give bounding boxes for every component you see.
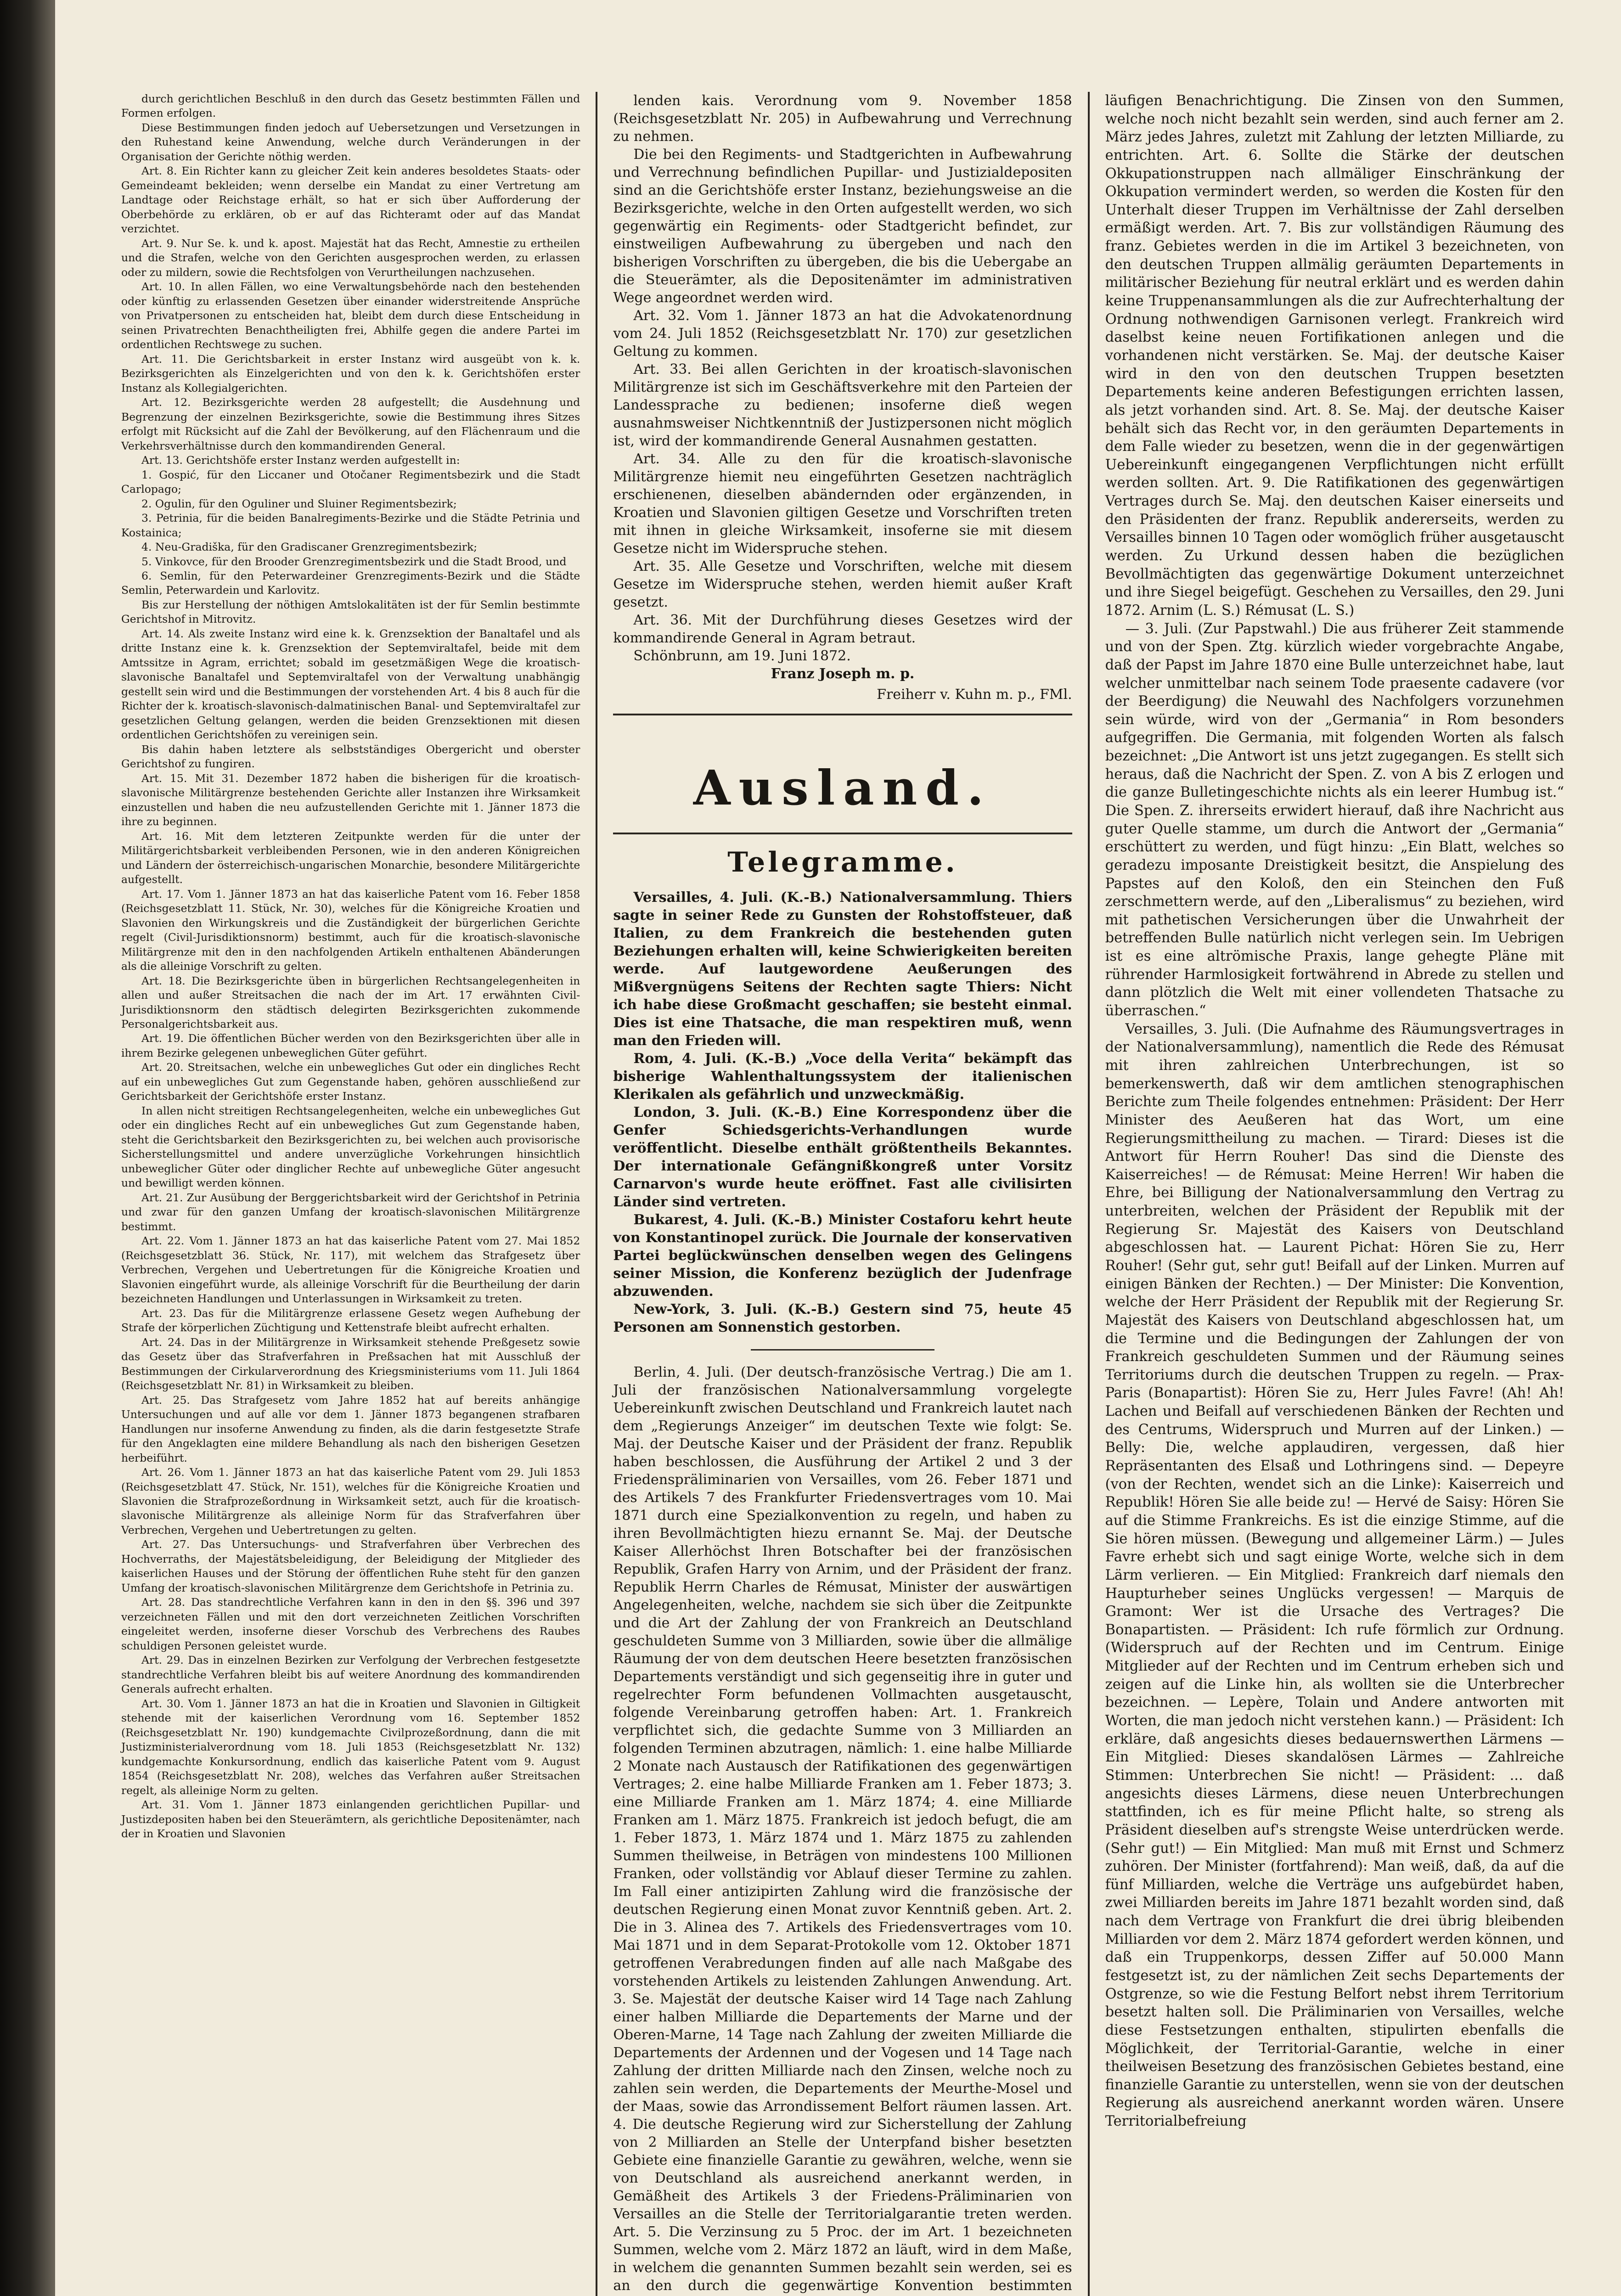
place-date: Schönbrunn, am 19. Juni 1872.	[633, 648, 851, 664]
paragraph: Die bei den Regiments- und Stadtgerichten in Aufbewahrung und Verrechnung befindlichen Pupillar- und Justizialdepositen sind an die Gerichtshöfe erster Instanz, beziehungsweise an die Bezirksgerichte, welche in den Orten aufgestellt werden, wo sich gegenwärtig ein Regiments- oder Stadtgericht befindet, zur einstweiligen Aufbewahrung zu übergeben und nach den bisherigen Vorschriften zu übergeben, die bis die Uebergabe an die Steuerämter, als die Depositenämter im administrativen Wege angeordnet werden wird.	[613, 146, 1072, 306]
paragraph: Bis zur Herstellung der nöthigen Amtslokalitäten ist der für Semlin bestimmte Gerichtshof in Mitrovitz.	[121, 598, 580, 626]
paragraph: Art. 29. Das in einzelnen Bezirken zur Verfolgung der Verbrechen festgesetzte standrechtliche Verfahren bleibt bis auf weitere Anordnung des kommandirenden Generals aufrecht erhalten.	[121, 1654, 580, 1696]
article-papal-election: — 3. Juli. (Zur Papstwahl.) Die aus früherer Zeit stammende und von der Spen. Ztg. kürzlich wieder vorgebrachte Angabe, daß der Papst im Jahre 1870 eine Bulle unterzeichnet habe, laut welcher unmittelbar nach seinem Tode praesente cadavere (vor der Beerdigung) die Neuwahl des Nachfolgers vorzunehmen sein würde, wird von der „Germania“ in Rom besonders aufgegriffen. Die Germania, mit folgenden Worten als falsch bezeichnet: „Die Antwort ist uns jetzt zugegangen. Es stellt sich heraus, daß die Nachricht der Spen. Z. von A bis Z erlogen und die ganze Bulletingeschichte nichts als ein leerer Humbug ist.“ Die Spen. Z. ihrerseits erwidert hierauf, daß ihre Nachricht aus guter Quelle stamme, um durch die Antwort der „Germania“ erschüttert zu werden, und fügt hinzu: „Ein Blatt, welches so geradezu imposante Dreistigkeit besitzt, die Anspielung des Papstes auf den Koloß, den ein Steinchen den Fuß zerschmettern werde, auf den „Liberalismus“ zu beziehen, wird mit pathetischen Versicherungen über die Unwahrheit der betreffenden Bulle natürlich nicht verlegen sein. Im Uebrigen ist es eine altrömische Praxis, lange gehegte Pläne mit rührender Harmlosigkeit fortwährend in Abrede zu stellen und dann plötzlich die Welt mit einer vollendeten Thatsache zu überraschen.“	[1105, 620, 1564, 1019]
article-versailles-assembly: Versailles, 3. Juli. (Die Aufnahme des Räumungsvertrages in der Nationalversammlung), namentlich die Rede des Rémusat mit ihren zahlreichen Unterbrechungen, ist so bemerkenswerth, daß wir dem amtlichen stenographischen Berichte zum Theile folgendes entnehmen: Präsident: Der Herr Minister des Aeußeren hat das Wort, um eine Regierungsmittheilung zu machen. — Tirard: Dieses ist die Antwort für Herrn Rouher! Das sind die Dienste des Kaiserreiches! — de Rémusat: Meine Herren! Wir haben die Ehre, bei Billigung der Nationalversammlung den Vertrag zu unterbreiten, welchen der Präsident der Republik mit der Regierung Sr. Majestät des Kaisers von Deutschland abgeschlossen hat. — Laurent Pichat: Hören Sie zu, Herr Rouher! (Sehr gut, sehr gut! Beifall auf der Linken. Murren auf einigen Bänken der Rechten.) — Der Minister: Die Konvention, welche der Herr Präsident der Republik mit der Regierung Sr. Majestät des Kaisers von Deutschland abgeschlossen hat, um die Termine und die Bedingungen der Zahlungen der von Frankreich geschuldeten Summen und der Räumung seines Territoriums durch die deutschen Truppen zu regeln. — Prax-Paris (Bonapartist): Hören Sie zu, Herr Jules Favre! (Ah! Ah! Lachen und Beifall auf verschiedenen Bänken der Rechten und des Centrums, Widerspruch und Murren auf der Linken.) — Belly: Die, welche applaudiren, vergessen, daß hier Repräsentanten des Elsaß und Lothringens sind. — Depeyre (von der Rechten, wendet sich an die Linke): Kaiserreich und Republik! Hören Sie alle beide zu! — Hervé de Saisy: Hören Sie auf die Stimme Frankreichs. Es ist die einzige Stimme, auf die Sie hören müssen. (Bewegung und allgemeiner Lärm.) — Jules Favre erhebt sich und sagt einige Worte, welche sich in dem Lärm verlieren. — Ein Mitglied: Frankreich darf niemals den Haupturheber seines Unglücks vergessen! — Marquis de Gramont: Wer ist die Ursache des Vertrages? Die Bonapartisten. — Präsident: Ich rufe förmlich zur Ordnung. (Widerspruch auf der Rechten und im Centrum. Einige Mitglieder auf der Rechten und im Centrum erheben sich und zeigen auf die Linke hin, als wollten sie die Unterbrecher bezeichnen. — Lepère, Tolain und Andere antworten mit Worten, die man jedoch nicht verstehen kann.) — Präsident: Ich erkläre, daß angesichts dieses bedauernswerthen Lärmens — Ein Mitglied: Dieses skandalösen Lärmes — Zahlreiche Stimmen: Unterbrechen Sie nicht! — Präsident: ... daß angesichts dieses Lärmens, diese neuen Unterbrechungen stattfinden, ich es für meine Pflicht halte, so streng als Präsident dieselben auf's strengste Weise unterdrücken werde. (Sehr gut!) — Ein Mitglied: Man muß mit Ernst und Schmerz zuhören. Der Minister (fortfahrend): Man weiß, daß, da auf die fünf Milliarden, welche die Verträge uns aufgebürdet haben, zwei Milliarden bereits im Jahre 1871 bezahlt worden sind, daß nach dem Vertrage von Frankfurt die drei übrig bleibenden Milliarden vor dem 2. März 1874 gefordert werden können, und daß ein Truppenkorps, dessen Ziffer auf 50.000 Mann festgesetzt ist, zu der nämlichen Zeit sechs Departements der Ostgrenze, so wie die Festung Belfort nebst ihrem Territorium besetzt halten soll. Die Präliminarien von Versailles, welche diese Festsetzungen enthalten, stipulirten ebenfalls die Möglichkeit, der Territorial-Garantie, welche in einer theilweisen Besetzung des französischen Gebietes bestand, eine finanzielle Garantie zu unterstellen, wenn sie von der deutschen Regierung als ausreichend anerkannt worden wären. Unsere Territorialbefreiung	[1105, 1021, 1564, 2130]
telegram-heading: Telegramme.	[727, 846, 958, 879]
columns	[106, 92, 1580, 2296]
signature-emperor: Franz Joseph m. p.	[771, 666, 915, 682]
paragraph: Art. 19. Die öffentlichen Bücher werden von den Bezirksgerichten über alle in ihrem Bezirke gelegenen unbeweglichen Güter geführt.	[121, 1032, 580, 1059]
article-berlin: Berlin, 4. Juli. (Der deutsch-französische Vertrag.) Die am 1. Juli der französischen Nationalversammlung vorgelegte Uebereinkunft zwischen Deutschland und Frankreich lautet nach dem „Regierungs Anzeiger“ im deutschen Texte wie folgt: Se. Maj. der Deutsche Kaiser und der Präsident der franz. Republik haben beschlossen, die Ausführung der Artikel 2 und 3 der Friedenspräliminarien von Versailles, vom 26. Feber 1871 und des Artikels 7 des Frankfurter Friedensvertrages vom 10. Mai 1871 durch eine Spezialkonvention zu regeln, und haben zu ihren Bevollmächtigten hiezu ernannt Se. Maj. der Deutsche Kaiser Allerhöchst Ihren Botschafter bei der französischen Republik, Grafen Harry von Arnim, und der Präsident der franz. Republik Herrn Charles de Rémusat, Minister der auswärtigen Angelegenheiten, welche, nachdem sie sich über die Zeitpunkte und die Art der Zahlung der von Frankreich an Deutschland geschuldeten Summe von 3 Milliarden, sowie über die allmälige Räumung der von dem deutschen Heere besetzten französischen Departements verständigt und sich gegenseitig ihre in guter und regelrechter Form befundenen Vollmachten ausgetauscht, folgende Vereinbarung getroffen haben: Art. 1. Frankreich verpflichtet sich, die gedachte Summe von 3 Milliarden an folgenden Terminen abzutragen, nämlich: 1. eine halbe Milliarde 2 Monate nach Austausch der Ratifikationen des gegenwärtigen Vertrages; 2. eine halbe Milliarde Franken am 1. Feber 1873; 3. eine Milliarde Franken am 1. März 1874; 4. eine Milliarde Franken am 1. März 1875. Frankreich ist jedoch befugt, die am 1. Feber 1873, 1. März 1874 und 1. März 1875 zu zahlenden Summen theilweise, in Beträgen von mindestens 100 Millionen Franken, oder vollständig vor Ablauf dieser Termine zu zahlen. Im Fall einer antizipirten Zahlung wird die französische der deutschen Regierung einen Monat zuvor Kenntniß geben. Art. 2. Die in 3. Alinea des 7. Artikels des Friedensvertrages vom 10. Mai 1871 und in dem Separat-Protokolle vom 12. Oktober 1871 getroffenen Verabredungen finden auf alle nach Maßgabe des vorstehenden Artikels zu leistenden Zahlungen Anwendung. Art. 3. Se. Majestät der deutsche Kaiser wird 14 Tage nach Zahlung einer halben Milliarde die Departements der Marne und der Oberen-Marne, 14 Tage nach Zahlung der zweiten Milliarde die Departements der Ardennen und der Vogesen und 14 Tage nach Zahlung der dritten Milliarde nach den Zinsen, welche noch zu zahlen sein werden, die Departements der Meurthe-Mosel und der Maas, sowie das Arrondissement Belfort räumen lassen. Art. 4. Die deutsche Regierung wird zur Sicherstellung der Zahlung von 2 Milliarden an Stelle der Unterpfand bisher besetzten Gebiete eine finanzielle Garantie zu gewähren, welche, wenn sie von Deutschland als ausreichend anerkannt werden, in Gemäßheit des Artikels 3 der Friedens-Präliminarien von Versailles an die Stelle der Territorialgarantie treten werden. Art. 5. Die Verzinsung zu 5 Proc. der im Art. 1 bezeichneten Summen, welche vom 2. März 1872 an läuft, wird in dem Maße, in welchem die genannten Summen bezahlt sein werden, sei es an den durch die gegenwärtige Konvention bestimmten	[613, 1364, 1072, 2294]
paragraph: lenden kais. Verordnung vom 9. November 1858 (Reichsgesetzblatt Nr. 205) in Aufbewahrung und Verrechnung zu nehmen.	[613, 93, 1072, 145]
paragraph: Art. 9. Nur Se. k. und k. apost. Majestät hat das Recht, Amnestie zu ertheilen und die Strafen, welche von den Gerichten ausgesprochen werden, zu erlassen oder zu mildern, sowie die Rechtsfolgen von Verurtheilungen nachzusehen.	[121, 236, 580, 279]
paragraph: In allen nicht streitigen Rechtsangelegenheiten, welche ein unbewegliches Gut oder ein dingliches Recht auf ein unbewegliches Gut zum Gegenstande haben, steht die Gerichtsbarkeit den Bezirksgerichten zu, bei welchen auch provisorische Sicherstellungsmittel und andere unverzügliche Vorkehrungen hinsichtlich unbeweglicher Güter oder dinglicher Rechte auf unbewegliche Güter angesucht und bewilligt werden können.	[121, 1104, 580, 1190]
paragraph: 5. Vinkovce, für den Brooder Grenzregimentsbezirk und die Stadt Brood, und	[141, 555, 567, 568]
paragraph: Art. 23. Das für die Militärgrenze erlassene Gesetz wegen Aufhebung der Strafe der körperlichen Züchtigung und Kettenstrafe bleibt aufrecht erhalten.	[121, 1306, 580, 1334]
paragraph: Art. 14. Als zweite Instanz wird eine k. k. Grenzsektion der Banaltafel und als dritte Instanz eine k. k. Grenzsektion der Septemviraltafel, beide mit dem Amtssitze in Agram, errichtet; sobald im gesetzmäßigen Wege die kroatisch-slavonische Banaltafel und Septemviraltafel von der Verwaltung unabhängig gestellt sein wird und die Bestimmungen der vorstehenden Art. 4 bis 8 auch für die Richter der k. kroatisch-slavonisch-dalmatinischen Banal- und Septemviraltafel zur gesetzlichen Geltung gelangen, werden die beiden Grenzsektionen mit diesen ordentlichen Gerichtshöfen zu vereinigen sein.	[121, 627, 580, 742]
paragraph: Art. 31. Vom 1. Jänner 1873 einlangenden gerichtlichen Pupillar- und Justizdepositen haben bei den Steuerämtern, als gerichtliche Depositenämter, nach der in Kroatien und Slavonien	[121, 1798, 580, 1840]
paragraph: 2. Ogulin, für den Oguliner und Sluiner Regimentsbezirk;	[141, 497, 457, 510]
paragraph: Art. 10. In allen Fällen, wo eine Verwaltungsbehörde nach den bestehenden oder künftig zu erlassenden Gesetzen über einander widerstreitende Ansprüche von Privatpersonen zu entscheiden hat, bleibt dem durch diese Entscheidung in seinen Privatrechten Benachtheiligten frei, Abhilfe gegen die andere Partei im ordentlichen Rechtswege zu suchen.	[121, 280, 580, 351]
section-rule-bottom	[613, 833, 1072, 834]
paragraph: Art. 30. Vom 1. Jänner 1873 an hat die in Kroatien und Slavonien in Giltigkeit stehende mit der kaiserlichen Verordnung vom 16. September 1852 (Reichsgesetzblatt Nr. 190) kundgemachte Civilprozeßordnung, dann die mit Justizministerialverordnung vom 18. Juli 1853 (Reichsgesetzblatt Nr. 132) kundgemachte Konkursordnung, endlich das kaiserliche Patent vom 9. August 1854 (Reichsgesetzblatt Nr. 208), welches das Verfahren außer Streitsachen regelt, als alleinige Norm zu gelten.	[121, 1697, 580, 1797]
paragraph: 1. Gospić, für den Liccaner und Otočaner Regimentsbezirk und die Stadt Carlopago;	[121, 468, 580, 496]
paragraph: Art. 36. Mit der Durchführung dieses Gesetzes wird der kommandirende General in Agram betraut.	[613, 612, 1072, 646]
paragraph: Art. 25. Das Strafgesetz vom Jahre 1852 hat auf bereits anhängige Untersuchungen und auf alle vor dem 1. Jänner 1873 begangenen strafbaren Handlungen nur insoferne Anwendung zu finden, als die darin festgesetzte Strafe für den Angeklagten eine mildere Behandlung als nach den bisherigen Gesetzen herbeiführt.	[121, 1393, 580, 1464]
paragraph: Art. 24. Das in der Militärgrenze in Wirksamkeit stehende Preßgesetz sowie das Gesetz über das Strafverfahren in Preßsachen hat mit Ausschluß der Bestimmungen der Cirkularverordnung des Kriegsministeriums vom 11. Juli 1864 (Reichsgesetzblatt Nr. 81) in Wirksamkeit zu bleiben.	[121, 1335, 580, 1392]
paragraph: durch gerichtlichen Beschluß in den durch das Gesetz bestimmten Fällen und Formen erfolgen.	[121, 92, 580, 120]
paragraph: Art. 18. Die Bezirksgerichte üben in bürgerlichen Rechtsangelegenheiten in allen und außer Streitsachen die nach der im Art. 17 erwähnten Civil-Jurisdiktionsnorm den städtisch delegirten Bezirksgerichten zukommende Personalgerichtsbarkeit aus.	[121, 974, 580, 1030]
paragraph: Diese Bestimmungen finden jedoch auf Uebersetzungen und Versetzungen in den Ruhestand keine Anwendung, welche durch Veränderungen in der Organisation der Gerichte nöthig werden.	[121, 121, 580, 163]
signature-minister: Freiherr v. Kuhn m. p., FMl.	[877, 687, 1072, 703]
paragraph: Art. 35. Alle Gesetze und Vorschriften, welche mit diesem Gesetze im Widerspruche stehen, werden hiemit außer Kraft gesetzt.	[613, 558, 1072, 610]
paragraph: Art. 26. Vom 1. Jänner 1873 an hat das kaiserliche Patent vom 29. Juli 1853 (Reichsgesetzblatt 47. Stück, Nr. 151), welches für die Königreiche Kroatien und Slavonien die Strafprozeßordnung in Wirksamkeit setzt, auch für die kroatisch-slavonische Militärgrenze als alleinige Norm für das Strafverfahren über Verbrechen, Vergehen und Uebertretungen zu gelten.	[121, 1466, 580, 1536]
paragraph: Art. 27. Das Untersuchungs- und Strafverfahren über Verbrechen des Hochverraths, der Majestätsbeleidigung, der Beleidigung der Mitglieder des kaiserlichen Hauses und der Störung der öffentlichen Ruhe steht für den ganzen Umfang der kroatisch-slavonischen Militärgrenze dem Gerichtshofe in Petrinia zu.	[121, 1538, 580, 1594]
telegram-item: New-York, 3. Juli. (K.-B.) Gestern sind 75, heute 45 Personen am Sonnenstich gestorben.	[613, 1301, 1072, 1336]
paragraph: Art. 32. Vom 1. Jänner 1873 an hat die Advokatenordnung vom 24. Juli 1852 (Reichsgesetzblatt Nr. 170) zur gesetzlichen Geltung zu kommen.	[613, 308, 1072, 360]
paragraph: Art. 17. Vom 1. Jänner 1873 an hat das kaiserliche Patent vom 16. Feber 1858 (Reichsgesetzblatt 11. Stück, Nr. 30), welches für die Königreiche Kroatien und Slavonien den Wirkungskreis und die Zuständigkeit der bürgerlichen Gerichte regelt (Civil-Jurisdiktionsnorm) bestimmt, auch für die kroatisch-slavonische Militärgrenze mit den in den nachfolgenden Artikeln enthaltenen Abänderungen als die alleinige Vorschrift zu gelten.	[121, 887, 580, 973]
paragraph: Art. 16. Mit dem letzteren Zeitpunkte werden für die unter der Militärgerichtsbarkeit verbleibenden Personen, wie in den anderen Königreichen und Ländern der österreichisch-ungarischen Monarchie, besondere Militärgerichte aufgestellt.	[121, 829, 580, 886]
paragraph: Art. 20. Streitsachen, welche ein unbewegliches Gut oder ein dingliches Recht auf ein unbewegliches Gut zum Gegenstande haben, gehören ausschließend zur Gerichtsbarkeit der Gerichtshöfe erster Instanz.	[121, 1061, 580, 1103]
paragraph: 4. Neu-Gradiška, für den Gradiscaner Grenzregimentsbezirk;	[141, 540, 478, 554]
paragraph: Art. 22. Vom 1. Jänner 1873 an hat das kaiserliche Patent vom 27. Mai 1852 (Reichsgesetzblatt 36. Stück, Nr. 117), mit welchem das Strafgesetz über Verbrechen, Vergehen und Uebertretungen für die Königreiche Kroatien und Slavonien eingeführt wurde, als alleinige Vorschrift für die Beurtheilung der darin bezeichneten Handlungen und Unterlassungen in Wirksamkeit zu treten.	[121, 1234, 580, 1306]
paragraph: Art. 8. Ein Richter kann zu gleicher Zeit kein anderes besoldetes Staats- oder Gemeindeamt bekleiden; wenn derselbe ein Mandat zu einer Vertretung am Landtage oder Reichstage erhält, so hat er sich über Aufforderung der Oberbehörde zu erklären, ob er auf das Richteramt oder auf das Mandat verzichtet.	[121, 164, 580, 236]
treaty-text-continued: läufigen Benachrichtigung. Die Zinsen von den Summen, welche noch nicht bezahlt sein werden, sind auch ferner am 2. März jedes Jahres, zuletzt mit Zahlung der letzten Milliarde, zu entrichten. Art. 6. Sollte die Stärke der deutschen Okkupationstruppen nach allmäliger Einschränkung der Okkupation vermindert werden, so werden die Kosten für den Unterhalt dieser Truppen im Verhältnisse der Zahl derselben ermäßigt werden. Art. 7. Bis zur vollständigen Räumung des franz. Gebietes werden in die im Artikel 3 bezeichneten, von den deutschen Truppen allmälig geräumten Departements in militärischer Beziehung für neutral erklärt und es werden dahin keine Truppenansammlungen als die zur Aufrechterhaltung der Ordnung nothwendigen Garnisonen verlegt. Frankreich wird daselbst keine neuen Fortifikationen anlegen und die vorhandenen nicht verstärken. Se. Maj. der deutsche Kaiser wird in den von den deutschen Truppen besetzten Departements keine anderen Befestigungen errichten lassen, als jetzt vorhanden sind. Art. 8. Se. Maj. der deutsche Kaiser behält sich das Recht vor, in den geräumten Departements in dem Falle wieder zu besetzen, wenn die in der gegenwärtigen Uebereinkunft eingegangenen Verpflichtungen nicht erfüllt werden sollten. Art. 9. Die Ratifikationen des gegenwärtigen Vertrages durch Se. Maj. den deutschen Kaiser einerseits und den Präsidenten der franz. Republik andererseits, werden zu Versailles binnen 10 Tagen oder womöglich früher ausgetauscht werden. Zu Urkund dessen haben die bezüglichen Bevollmächtigten das gegenwärtige Dokument unterzeichnet und ihre Siegel beigefügt. Geschehen zu Versailles, den 29. Juni 1872. Arnim (L. S.) Rémusat (L. S.)	[1105, 93, 1564, 619]
telegram-list	[613, 889, 1072, 1336]
column-left	[106, 92, 596, 2296]
paragraph: Art. 15. Mit 31. Dezember 1872 haben die bisherigen für die kroatisch-slavonische Militärgrenze bestehenden Gerichte aller Instanzen ihre Wirksamkeit einzustellen und haben die neu aufzustellenden Gerichte mit 1. Jänner 1873 die ihre zu beginnen.	[121, 771, 580, 828]
telegram-end-rule	[751, 1349, 934, 1351]
paragraph: 6. Semlin, für den Peterwardeiner Grenzregiments-Bezirk und die Städte Semlin, Peterwardein und Karlovitz.	[121, 569, 580, 597]
section-title-ausland: Ausland.	[693, 760, 992, 816]
column-middle	[596, 92, 1087, 2296]
law-text-continued	[613, 92, 1072, 647]
paragraph: Art. 34. Alle zu den für die kroatisch-slavonische Militärgrenze hiemit neu eingeführten Gesetzen nachträglich erschienenen, dieselben abändernden oder ergänzenden, in Kroatien und Slavonien giltigen Gesetze und Vorschriften treten mit ihnen in gleiche Wirksamkeit, insoferne sie mit diesem Gesetze nicht im Widerspruche stehen.	[613, 451, 1072, 557]
paragraph: Art. 12. Bezirksgerichte werden 28 aufgestellt; die Ausdehnung und Begrenzung der einzelnen Bezirksgerichte, sowie die Bestimmung ihres Sitzes erfolgt mit Rücksicht auf die Zahl der Bevölkerung, auf den Flächenraum und die Verkehrsverhältnisse durch den kommandirenden General.	[121, 396, 580, 452]
paragraph: Art. 33. Bei allen Gerichten in der kroatisch-slavonischen Militärgrenze ist sich im Geschäftsverkehre mit den Parteien der Landessprache zu bedienen; insoferne dieß wegen ausnahmsweiser Nichtkenntniß der Justizpersonen nicht möglich ist, wird der kommandirende General Ausnahmen gestatten.	[613, 361, 1072, 449]
paragraph: Bis dahin haben letztere als selbstständiges Obergericht und oberster Gerichtshof zu fungiren.	[121, 743, 580, 771]
section-rule	[613, 714, 1072, 715]
telegram-item: London, 3. Juli. (K.-B.) Eine Korrespondenz über die Genfer Schiedsgerichts-Verhandlungen wurde veröffentlicht. Dieselbe enthält größtentheils Bekanntes. Der internationale Gefängnißkongreß unter Vorsitz Carnarvon's wurde heute eröffnet. Fast alle civilisirten Länder sind vertreten.	[613, 1104, 1072, 1210]
column-right	[1088, 92, 1580, 2296]
paragraph: Art. 21. Zur Ausübung der Berggerichtsbarkeit wird der Gerichtshof in Petrinia und zwar für den ganzen Umfang der kroatisch-slavonischen Militärgrenze bestimmt.	[121, 1191, 580, 1233]
telegram-item: Rom, 4. Juli. (K.-B.) „Voce della Verita“ bekämpft das bisherige Wahlenthaltungssystem der italienischen Klerikalen als gefährlich und unzweckmäßig.	[613, 1051, 1072, 1103]
telegram-item: Versailles, 4. Juli. (K.-B.) Nationalversammlung. Thiers sagte in seiner Rede zu Gunsten der Rohstoffsteuer, daß Italien, zu dem Frankreich die bestehenden guten Beziehungen erhalten will, keine Schwierigkeiten bereiten werde. Auf lautgewordene Aeußerungen des Mißvergnügens Seitens der Rechten sagte Thiers: Nicht ich habe diese Großmacht geschaffen; sie besteht einmal. Dies ist eine Thatsache, die man respektiren muß, wenn man den Frieden will.	[613, 889, 1072, 1049]
paragraph: 3. Petrinia, für die beiden Banalregiments-Bezirke und die Städte Petrinia und Kostainica;	[121, 512, 580, 539]
telegram-item: Bukarest, 4. Juli. (K.-B.) Minister Costaforu kehrt heute von Konstantinopel zurück. Die Journale der konservativen Partei beglückwünschen denselben wegen des Gelingens seiner Mission, die Konferenz bezüglich der Judenfrage abzuwenden.	[613, 1212, 1072, 1300]
paragraph: Art. 13. Gerichtshöfe erster Instanz werden aufgestellt in:	[141, 454, 460, 467]
paragraph: Art. 11. Die Gerichtsbarkeit in erster Instanz wird ausgeübt von k. k. Bezirksgerichten als Einzelgerichten und von den k. k. Gerichtshöfen erster Instanz als Kollegialgerichten.	[121, 352, 580, 394]
paragraph: Art. 28. Das standrechtliche Verfahren kann in den in den §§. 396 und 397 verzeichneten Fällen und mit den dort verzeichneten Zeitlichen Vorschriften eingeleitet werden, insoferne dieser Vorschub des Verbrechens des Raubes schuldigen Personen geleistet wurde.	[121, 1596, 580, 1652]
